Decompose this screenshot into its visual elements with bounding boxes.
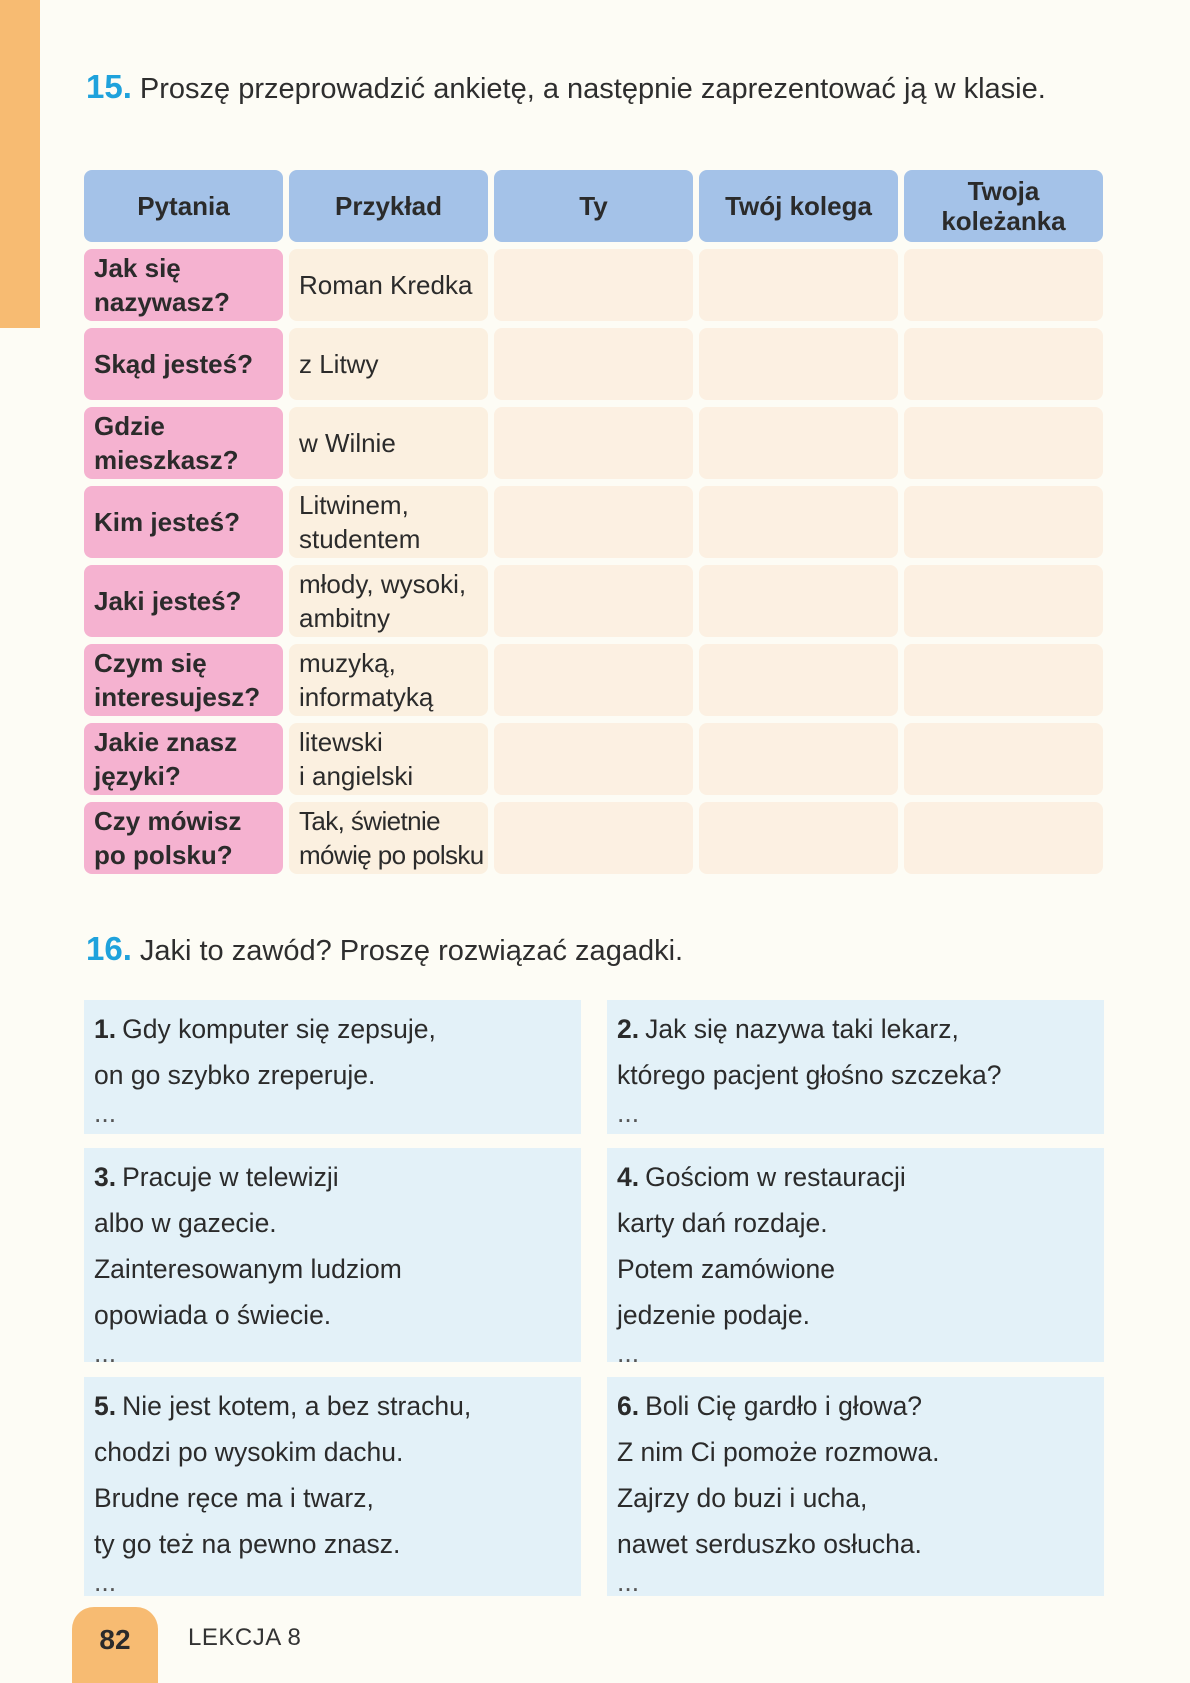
survey-row [84,407,1107,479]
answer-cell-kolezanka[interactable] [904,249,1103,321]
example-cell: muzyką, informatyką [289,644,488,716]
question-cell: Kim jesteś? [84,486,283,558]
answer-cell-kolega[interactable] [699,802,898,874]
answer-cell-kolezanka[interactable] [904,565,1103,637]
survey-row [84,249,1107,321]
side-tab-decoration [0,0,40,328]
riddle-answer-placeholder[interactable]: ... [94,1567,117,1597]
question-cell: Gdzie mieszkasz? [84,407,283,479]
exercise-15-instruction: Proszę przeprowadzić ankietę, a następnie zaprezentować ją w klasie. [139,73,1046,105]
header-pytania: Pytania [84,170,283,242]
question-cell: Czy mówisz po polsku? [84,802,283,874]
answer-cell-kolega[interactable] [699,328,898,400]
exercise-16-number: 16. [86,930,132,967]
lesson-label: LEKCJA 8 [188,1624,302,1651]
riddle-box-4: 4. Gościom w restauracji karty dań rozdaje. Potem zamówione jedzenie podaje. ... [607,1148,1104,1362]
answer-cell-kolega[interactable] [699,644,898,716]
answer-cell-kolezanka[interactable] [904,723,1103,795]
example-cell: Tak, świetnie mówię po polsku [289,802,488,874]
survey-row [84,723,1107,795]
answer-cell-kolega[interactable] [699,249,898,321]
answer-cell-kolezanka[interactable] [904,486,1103,558]
answer-cell-ty[interactable] [494,486,693,558]
example-cell: Litwinem, studentem [289,486,488,558]
header-twoja-kolezanka: Twoja koleżanka [904,170,1103,242]
question-cell: Skąd jesteś? [84,328,283,400]
riddle-box-6: 6. Boli Cię gardło i głowa? Z nim Ci pomoże rozmowa. Zajrzy do buzi i ucha, nawet serduszko osłucha. ... [607,1377,1104,1596]
riddle-answer-placeholder[interactable]: ... [617,1567,640,1597]
answer-cell-ty[interactable] [494,565,693,637]
question-cell: Jaki jesteś? [84,565,283,637]
header-twoj-kolega: Twój kolega [699,170,898,242]
answer-cell-kolega[interactable] [699,565,898,637]
question-cell: Jak się nazywasz? [84,249,283,321]
question-cell: Czym się interesujesz? [84,644,283,716]
example-cell: Roman Kredka [289,249,488,321]
riddle-box-2: 2. Jak się nazywa taki lekarz, którego pacjent głośno szczeka? ... [607,1000,1104,1134]
riddle-answer-placeholder[interactable]: ... [617,1338,640,1368]
header-przyklad: Przykład [289,170,488,242]
riddle-answer-placeholder[interactable]: ... [617,1098,640,1128]
answer-cell-ty[interactable] [494,644,693,716]
page-number: 82 [72,1607,158,1683]
answer-cell-ty[interactable] [494,802,693,874]
answer-cell-ty[interactable] [494,249,693,321]
survey-row [84,486,1107,558]
example-cell: litewski i angielski [289,723,488,795]
survey-row [84,565,1107,637]
answer-cell-kolezanka[interactable] [904,328,1103,400]
example-cell: z Litwy [289,328,488,400]
answer-cell-ty[interactable] [494,407,693,479]
example-cell: młody, wysoki, ambitny [289,565,488,637]
answer-cell-kolezanka[interactable] [904,802,1103,874]
survey-table [84,170,1107,881]
example-cell: w Wilnie [289,407,488,479]
exercise-16-instruction: Jaki to zawód? Proszę rozwiązać zagadki. [139,935,684,967]
answer-cell-ty[interactable] [494,723,693,795]
header-ty: Ty [494,170,693,242]
answer-cell-kolega[interactable] [699,723,898,795]
exercise-16-title [86,930,683,968]
exercise-15-number: 15. [86,68,132,105]
answer-cell-ty[interactable] [494,328,693,400]
exercise-15-title [86,68,1046,106]
riddle-box-5: 5. Nie jest kotem, a bez strachu, chodzi po wysokim dachu. Brudne ręce ma i twarz, ty go też na pewno znasz. ... [84,1377,581,1596]
survey-header-row [84,170,1107,242]
answer-cell-kolega[interactable] [699,486,898,558]
riddle-answer-placeholder[interactable]: ... [94,1098,117,1128]
answer-cell-kolezanka[interactable] [904,644,1103,716]
riddle-answer-placeholder[interactable]: ... [94,1338,117,1368]
survey-row [84,802,1107,874]
riddle-box-3: 3. Pracuje w telewizji albo w gazecie. Zainteresowanym ludziom opowiada o świecie. ... [84,1148,581,1362]
survey-row [84,644,1107,716]
question-cell: Jakie znasz języki? [84,723,283,795]
answer-cell-kolezanka[interactable] [904,407,1103,479]
answer-cell-kolega[interactable] [699,407,898,479]
survey-row [84,328,1107,400]
riddle-box-1: 1. Gdy komputer się zepsuje, on go szybko zreperuje. ... [84,1000,581,1134]
